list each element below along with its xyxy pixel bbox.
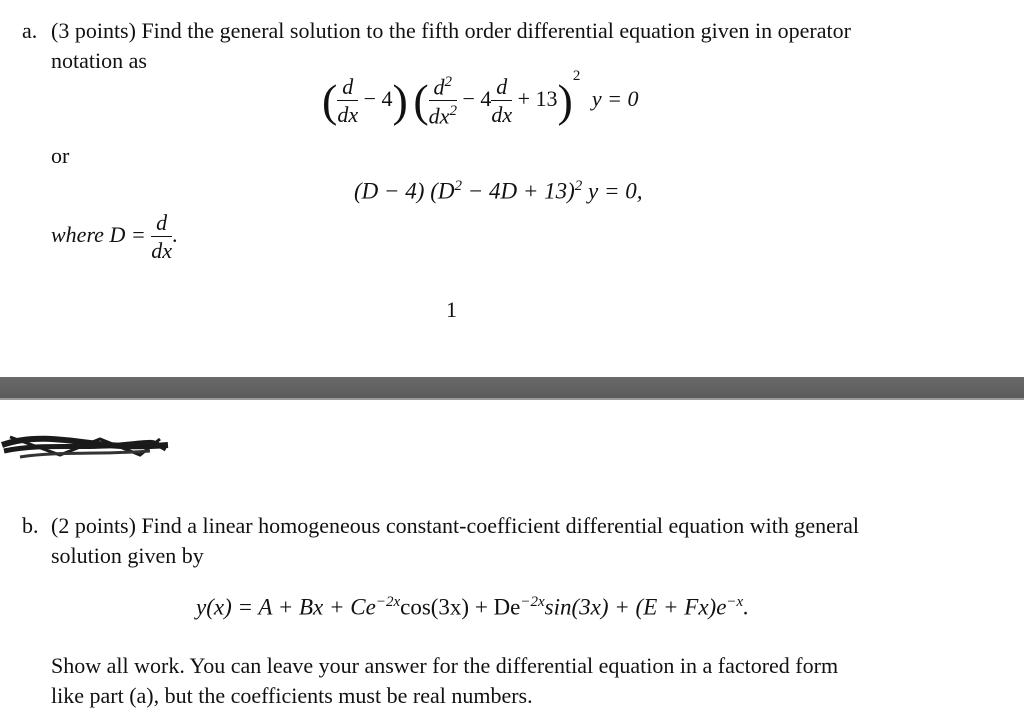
- part-a-line-2: notation as: [51, 48, 147, 73]
- eq1-d: d: [337, 76, 358, 101]
- eq1-power: 2: [572, 68, 581, 84]
- redaction-scribble: [0, 425, 175, 470]
- general-solution-equation: $y(x) = A + Bx + Ce^{-2x}\cos(3x) + De^{-2x}\sin(3x) + (E + Fx)e^{-x}$.: [196, 594, 749, 620]
- part-b-line-3: Show all work. You can leave your answer for the differential equation in a factored form: [51, 653, 839, 678]
- part-a-line-1: (3 points) Find the general solution to the fifth order differential equation given in operator: [51, 18, 851, 43]
- part-b-line-4: like part (a), but the coefficients must be real numbers.: [51, 683, 533, 708]
- where-d-definition: where D = $\frac{d}{dx}$ .: [51, 210, 178, 263]
- equation-d-form: (D − 4) $(D^2 - 4D + 13)^2$ y = 0,: [354, 178, 643, 204]
- part-b-label: b.: [22, 513, 39, 538]
- eq1-plus13: + 13: [517, 86, 558, 111]
- part-b-line-1: (2 points) Find a linear homogeneous constant-coefficient differential equation with general: [51, 513, 860, 538]
- part-b-line-2: solution given by: [51, 543, 204, 568]
- page-divider-edge: [0, 398, 1024, 400]
- or-text: or: [51, 143, 70, 168]
- eq1-dx: dx: [337, 101, 359, 127]
- eq1-minus4b: − 4: [462, 86, 492, 111]
- page-number: 1: [446, 297, 457, 322]
- page-divider: [0, 377, 1024, 399]
- eq1-y0: y = 0: [591, 86, 639, 111]
- equation-operator-form: ( $\frac{d}{dx}$ − 4) ( $\frac{d^2}{dx^2}$ − 4 $\frac{d}{dx}$ + 13)$^2$ y = 0: [322, 68, 639, 129]
- part-a-label: a.: [22, 18, 38, 43]
- eq1-minus4: − 4: [363, 86, 393, 111]
